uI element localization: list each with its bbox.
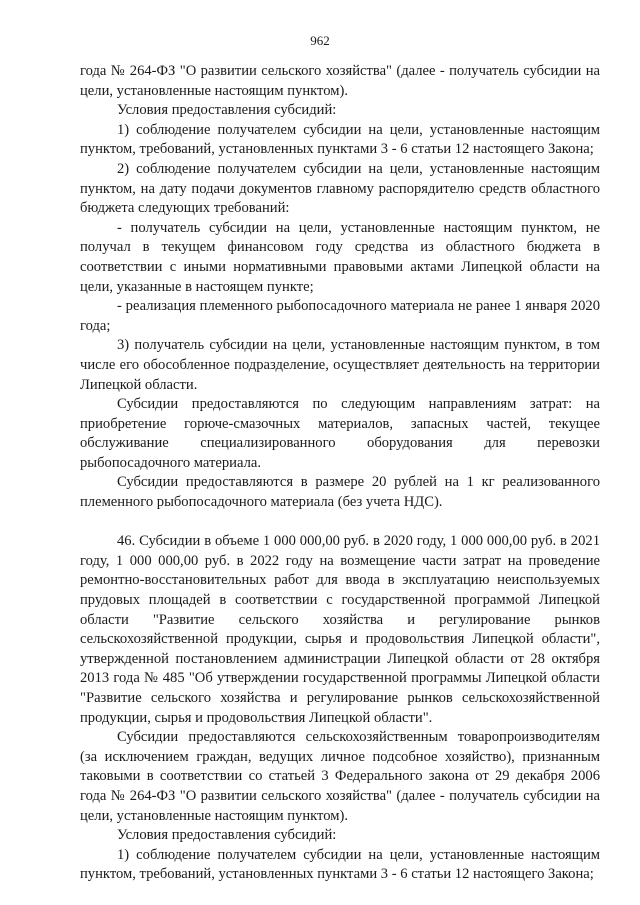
paragraph-condition-2: 2) соблюдение получателем субсидии на цели, установленные настоящим пунктом, на дату подачи документов главному распорядителю средств областного бюджета следующих требований: bbox=[80, 160, 600, 217]
paragraph-continuation: года № 264-ФЗ "О развитии сельского хозяйства" (далее - получатель субсидии на цели, установленные настоящим пунктом). bbox=[80, 63, 600, 99]
paragraph-subsidy-rate: Субсидии предоставляются в размере 20 рублей на 1 кг реализованного племенного рыбопосадочного материала (без учета НДС). bbox=[80, 474, 600, 511]
paragraph-recipients: Субсидии предоставляются сельскохозяйственным товаропроизводителям (за исключением граждан, ведущих личное подсобное хозяйство), признанным таковыми в соответствии со статьей 3 Федерального закона от 29 декабря 2006 года № 264-ФЗ "О развитии сельского хозяйства" (далее - получатель субсидии на цели, установленные настоящим пунктом). bbox=[80, 729, 600, 824]
paragraph-condition-1-repeat: 1) соблюдение получателем субсидии на цели, установленные настоящим пунктом, требований, установленных пунктами 3 - 6 статьи 12 настоящего Закона; bbox=[80, 846, 600, 883]
paragraph-condition-3: 3) получатель субсидии на цели, установленные настоящим пунктом, в том числе его обособленное подразделение, осуществляет деятельность на территории Липецкой области. bbox=[80, 337, 600, 393]
paragraph-requirement-2: - реализация племенного рыбопосадочного материала не ранее 1 января 2020 года; bbox=[80, 298, 600, 334]
paragraph-conditions-heading-2: Условия предоставления субсидий: bbox=[117, 827, 337, 844]
paragraph-expense-directions: Субсидии предоставляются по следующим направлениям затрат: на приобретение горюче-смазочных материалов, запасных частей, текущее обслуживание специализированного оборудования для перевозки рыбопосадочного материала. bbox=[80, 396, 600, 471]
section-spacer bbox=[80, 513, 600, 533]
document-body bbox=[80, 62, 600, 885]
paragraph-requirement-1: - получатель субсидии на цели, установленные настоящим пунктом, не получал в текущем финансовом году средства из областного бюджета в соответствии с иными нормативными правовыми актами Липецкой области на цели, указанные в настоящем пункте; bbox=[80, 219, 600, 295]
page-number: 962 bbox=[310, 33, 330, 48]
paragraph-section-46: 46. Субсидии в объеме 1 000 000,00 руб. в 2020 году, 1 000 000,00 руб. в 2021 году, 1 000 000,00 руб. в 2022 году на возмещение части затрат на проведение ремонтно-восстановительных работ для ввода в эксплуатацию неиспользуемых прудовых площадей в соответствии с государственной программой Липецкой области "Развитие сельского хозяйства и регулирование рынков сельскохозяйственной продукции, сырья и продовольствия Липецкой области", утвержденной постановлением администрации Липецкой области от 28 октября 2013 года № 485 "Об утверждении государственной программы Липецкой области "Развитие сельского хозяйства и регулирование рынков сельскохозяйственной продукции, сырья и продовольствия Липецкой области". bbox=[80, 533, 600, 726]
paragraph-conditions-heading: Условия предоставления субсидий: bbox=[117, 102, 337, 119]
paragraph-condition-1: 1) соблюдение получателем субсидии на цели, установленные настоящим пунктом, требований, установленных пунктами 3 - 6 статьи 12 настоящего Закона; bbox=[80, 121, 600, 158]
